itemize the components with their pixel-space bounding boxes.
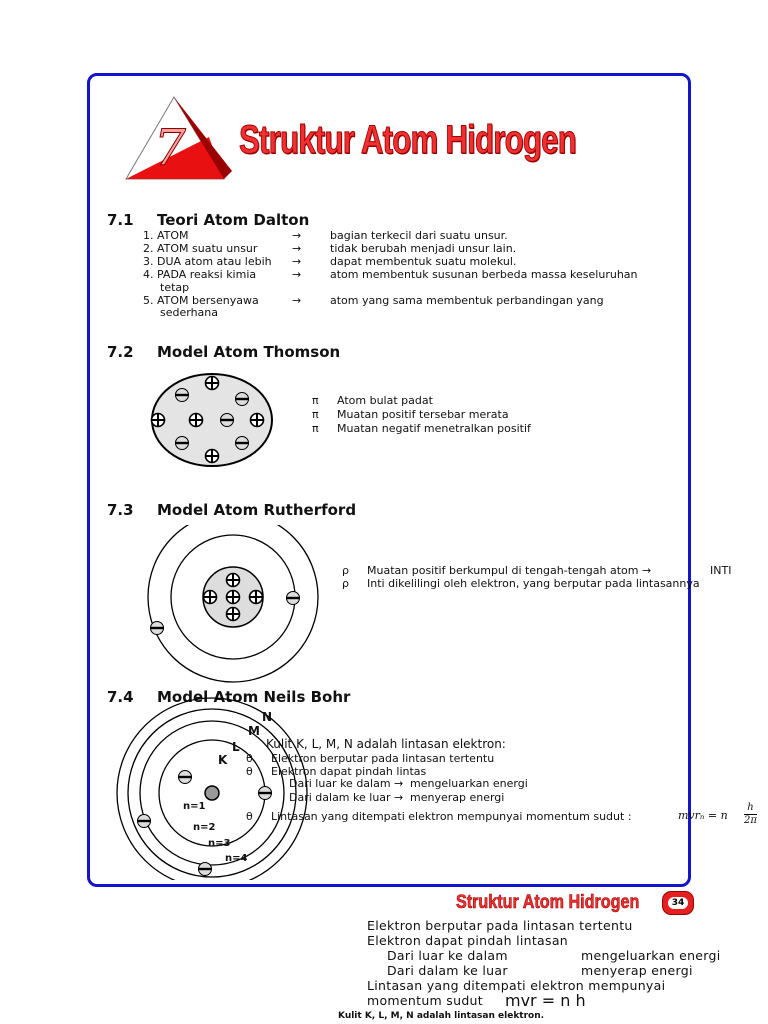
list-item-continuation: tetap	[160, 281, 190, 294]
shell-label-n: N	[262, 710, 273, 724]
chapter-pyramid-logo	[124, 95, 234, 185]
rutherford-point: Muatan positif berkumpul di tengah-tengah atom →	[367, 564, 652, 577]
negative-charge-icon	[137, 815, 151, 828]
formula-denominator: 2π	[744, 815, 757, 826]
formula-numerator: h	[744, 802, 757, 815]
bohr-point: Lintasan yang ditempati elektron mempunyai momentum sudut :	[271, 810, 632, 823]
arrow-icon: →	[292, 255, 302, 268]
thomson-point: Muatan negatif menetralkan positif	[337, 422, 531, 435]
overflow-sub-right: mengeluarkan energi	[581, 948, 721, 963]
orbit-label: n=1	[183, 801, 206, 812]
bohr-subpoint-right: menyerap energi	[410, 791, 505, 804]
formula-fraction	[744, 802, 757, 827]
negative-charge-icon	[175, 437, 189, 450]
positive-charge-icon	[205, 376, 219, 390]
theta-bullet-icon: θ	[246, 810, 253, 823]
negative-charge-icon	[220, 414, 234, 427]
positive-charge-icon	[205, 449, 219, 463]
list-item-left: 2. ATOM suatu unsur	[143, 242, 258, 255]
positive-charge-icon	[226, 573, 240, 587]
overflow-line: Lintasan yang ditempati elektron mempunyai	[367, 978, 666, 993]
rutherford-atom-diagram	[140, 525, 330, 685]
chapter-title: Struktur Atom Hidrogen	[239, 118, 577, 162]
overflow-sub-right: menyerap energi	[581, 963, 693, 978]
list-item-left: 1. ATOM	[143, 229, 189, 242]
footer-chapter-title: Struktur Atom Hidrogen	[456, 892, 640, 913]
overflow-line: momentum sudut	[367, 993, 483, 1008]
bohr-subpoint-right: mengeluarkan energi	[410, 777, 528, 790]
positive-charge-icon	[250, 413, 264, 427]
theta-bullet-icon: θ	[246, 765, 253, 778]
theta-bullet-icon: θ	[246, 752, 253, 765]
positive-charge-icon	[226, 590, 240, 604]
section-7-4-title: Model Atom Neils Bohr	[157, 688, 351, 706]
section-7-1-number: 7.1	[107, 211, 134, 229]
rho-bullet-icon: ρ	[342, 577, 349, 590]
overflow-footer: Kulit K, L, M, N adalah lintasan elektron.	[338, 1011, 545, 1021]
list-item-right: atom membentuk susunan berbeda massa keseluruhan	[330, 268, 638, 281]
list-item-right: tidak berubah menjadi unsur lain.	[330, 242, 517, 255]
negative-charge-icon	[178, 771, 192, 784]
positive-charge-icon	[249, 590, 263, 604]
negative-charge-icon	[150, 622, 164, 635]
orbit-label: n=4	[225, 853, 248, 864]
section-7-1-title: Teori Atom Dalton	[157, 211, 310, 229]
pi-bullet-icon: π	[312, 422, 319, 435]
overflow-sub-left: Dari luar ke dalam	[387, 948, 508, 963]
section-7-4-number: 7.4	[107, 688, 134, 706]
arrow-icon: →	[292, 242, 302, 255]
positive-charge-icon	[151, 413, 165, 427]
negative-charge-icon	[235, 393, 249, 406]
chapter-number: 7	[154, 119, 186, 177]
thomson-atom-diagram	[150, 372, 275, 468]
rutherford-point: Inti dikelilingi oleh elektron, yang berputar pada lintasannya	[367, 577, 700, 590]
arrow-icon: →	[292, 268, 302, 281]
overflow-line: Elektron berputar pada lintasan tertentu	[367, 918, 633, 933]
list-item-left: 3. DUA atom atau lebih	[143, 255, 272, 268]
list-item-right: atom yang sama membentuk perbandingan yang	[330, 294, 604, 307]
section-7-3-title: Model Atom Rutherford	[157, 501, 357, 519]
thomson-point: Muatan positif tersebar merata	[337, 408, 509, 421]
arrow-icon: →	[292, 229, 302, 242]
overflow-sub-left: Dari dalam ke luar	[387, 963, 508, 978]
shell-label-m: M	[248, 724, 260, 738]
pi-bullet-icon: π	[312, 408, 319, 421]
section-7-2-title: Model Atom Thomson	[157, 343, 341, 361]
negative-charge-icon	[258, 787, 272, 800]
negative-charge-icon	[286, 592, 300, 605]
bohr-point: Elektron berputar pada lintasan tertentu	[271, 752, 495, 765]
momentum-formula: mvrₙ = n	[678, 809, 728, 822]
shell-label-k: K	[218, 753, 228, 767]
bohr-subpoint-left: Dari dalam ke luar →	[289, 791, 404, 804]
list-item-right: dapat membentuk suatu molekul.	[330, 255, 517, 268]
positive-charge-icon	[203, 590, 217, 604]
page-number: 34	[668, 897, 689, 909]
negative-charge-icon	[235, 437, 249, 450]
arrow-icon: →	[292, 294, 302, 307]
shell-label-l: L	[232, 740, 240, 754]
bohr-point: Elektron dapat pindah lintas	[271, 765, 427, 778]
positive-charge-icon	[189, 413, 203, 427]
section-7-2-number: 7.2	[107, 343, 134, 361]
positive-charge-icon	[226, 607, 240, 621]
orbit-label: n=2	[193, 822, 216, 833]
overflow-formula: mvr = n h	[505, 991, 586, 1010]
list-item-continuation: sederhana	[160, 306, 219, 319]
thomson-point: Atom bulat padat	[337, 394, 433, 407]
list-item-left: 4. PADA reaksi kimia	[143, 268, 257, 281]
bohr-intro: Kulit K, L, M, N adalah lintasan elektron:	[266, 737, 506, 751]
orbit-label: n=3	[208, 838, 231, 849]
list-item-right: bagian terkecil dari suatu unsur.	[330, 229, 508, 242]
negative-charge-icon	[198, 863, 212, 876]
list-item-left: 5. ATOM bersenyawa	[143, 294, 259, 307]
inti-label: INTI	[710, 564, 732, 577]
overflow-line: Elektron dapat pindah lintasan	[367, 933, 569, 948]
page-number-badge	[662, 891, 694, 915]
pi-bullet-icon: π	[312, 394, 319, 407]
section-7-3-number: 7.3	[107, 501, 134, 519]
bohr-atom-diagram	[110, 690, 310, 880]
rho-bullet-icon: ρ	[342, 564, 349, 577]
negative-charge-icon	[175, 389, 189, 402]
bohr-subpoint-left: Dari luar ke dalam →	[289, 777, 404, 790]
